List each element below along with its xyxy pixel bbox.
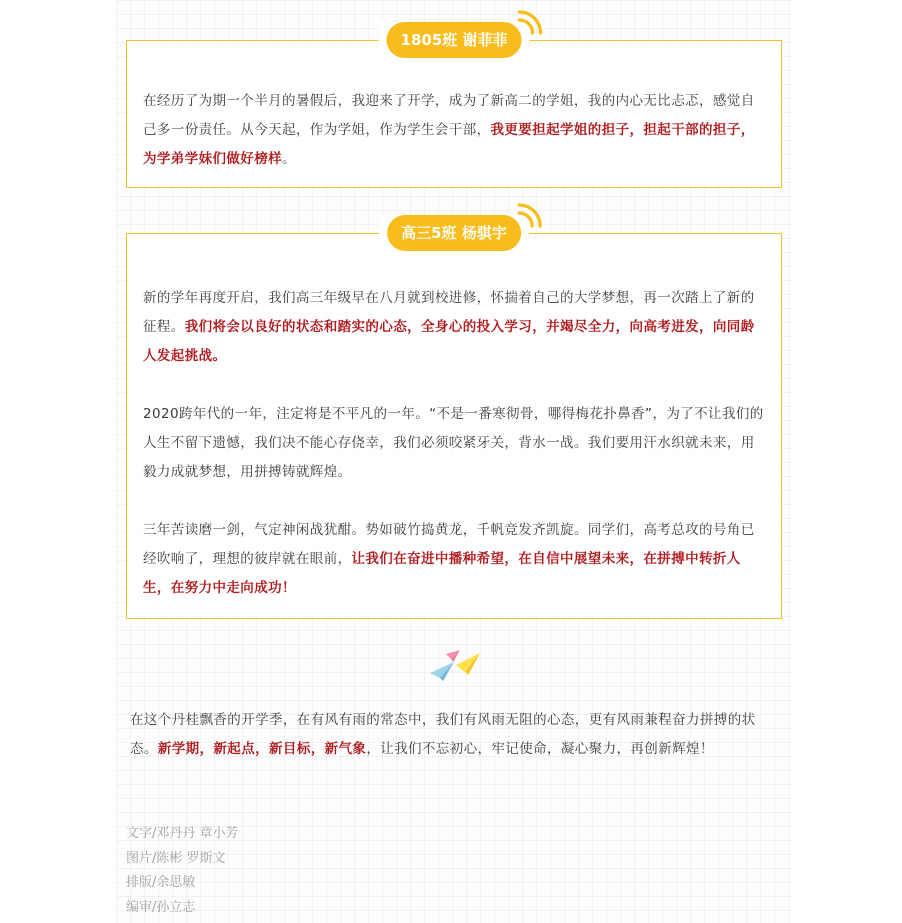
signal-waves-icon (515, 202, 543, 230)
student-tag-label: 1805班 谢菲菲 (400, 31, 508, 49)
outro-tail: ，让我们不忘初心，牢记使命，凝心聚力，再创新辉煌！ (366, 741, 714, 757)
student-card-2 (126, 224, 782, 619)
student-tag-label: 高三5班 杨骐宇 (401, 224, 507, 242)
credit-text: 文字/邓丹丹 章小芳 (126, 826, 239, 841)
outro-text: 在这个丹桂飘香的开学季，在有风有雨的常态中，我们有风雨无阻的心态，更有风雨兼程奋力拼搏的状态。 (130, 712, 756, 757)
paragraph-tail: 。 (282, 151, 296, 167)
paragraph-highlight: 我们将会以良好的状态和踏实的心态，全身心的投入学习，并竭尽全力，向高考进发，向同龄人发起挑战。 (143, 319, 755, 364)
paragraph-highlight: 让我们在奋进中播种希望，在自信中展望未来，在拼搏中转折人生，在努力中走向成功！ (143, 551, 741, 596)
credit-photo: 图片/陈彬 罗斯文 (126, 850, 226, 866)
tag-wrap (379, 22, 530, 60)
signal-waves-icon (515, 9, 543, 37)
outro-highlight: 新学期，新起点，新目标，新气象 (157, 741, 367, 757)
card-body (143, 284, 765, 603)
paragraph (143, 87, 765, 174)
paragraph-text: 三年苦读磨一剑，气定神闲战犹酣。势如破竹捣黄龙，千帆竞发齐凯旋。同学们，高考总攻的号角已经吹响了，理想的彼岸就在眼前， (143, 522, 755, 567)
credit-layout: 排版/余思敏 (126, 875, 196, 890)
paragraph (143, 516, 765, 603)
paragraph-highlight: 我更要担起学姐的担子，担起干部的担子，为学弟学妹们做好榜样 (143, 122, 755, 167)
credit-editor: 编审/孙立志 (126, 899, 196, 915)
paragraph-text: 2020跨年代的一年，注定将是不平凡的一年。“不是一番寒彻骨，哪得梅花扑鼻香”，为了不让我们的人生不留下遗憾，我们决不能心存侥幸，我们必须咬紧牙关，背水一战。我们要用汗水织就未来，用毅力成就梦想，用拼搏铸就辉煌。 (143, 406, 764, 480)
card-body (143, 87, 765, 174)
paragraph (143, 400, 765, 487)
closing-paragraph (130, 706, 780, 764)
credits (126, 822, 239, 920)
paper-planes-icon (428, 645, 484, 683)
student-tag (387, 215, 521, 251)
tag-wrap (379, 215, 529, 253)
paragraph (143, 284, 765, 371)
paragraph-text: 在经历了为期一个半月的暑假后，我迎来了开学，成为了新高二的学姐，我的内心无比忐忑，感觉自己多一份责任。从今天起，作为学姐，作为学生会干部， (143, 93, 755, 138)
paragraph-text: 新的学年再度开启，我们高三年级早在八月就到校进修，怀揣着自己的大学梦想，再一次踏上了新的征程。 (143, 290, 755, 335)
student-tag (387, 22, 522, 58)
student-card-1 (126, 31, 782, 188)
